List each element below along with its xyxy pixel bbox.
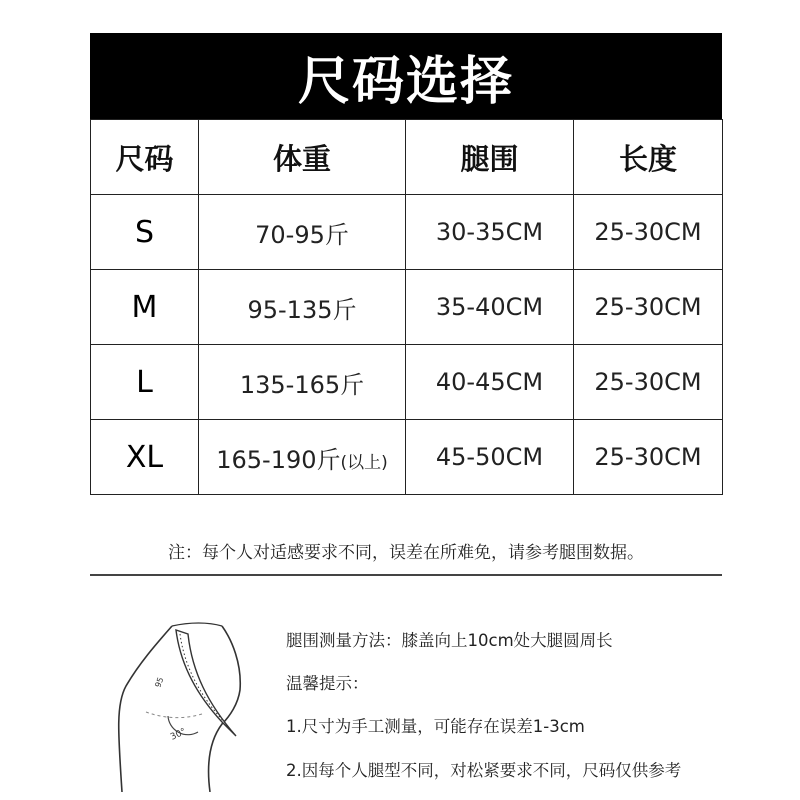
table-row [91, 420, 723, 495]
size-cell: XL [91, 420, 199, 495]
weight-cell [199, 420, 406, 495]
table-row [91, 345, 723, 420]
thigh-cell: 35-40CM [406, 270, 574, 345]
divider [90, 574, 722, 576]
weight-value: 70-95斤 [255, 220, 349, 249]
tip-2: 2.因每个人腿型不同，对松紧要求不同，尺码仅供参考 [286, 761, 682, 780]
tape-label: 95 [153, 676, 166, 689]
size-cell: S [91, 195, 199, 270]
table-row [91, 195, 723, 270]
note-text: 注：每个人对适感要求不同，误差在所难免，请参考腿围数据。 [168, 543, 644, 563]
length-cell: 25-30CM [574, 195, 723, 270]
title-banner [90, 33, 722, 119]
weight-cell [199, 345, 406, 420]
length-cell: 25-30CM [574, 270, 723, 345]
weight-value: 95-135斤 [247, 295, 357, 324]
weight-suffix: (以上) [340, 452, 388, 473]
length-cell: 25-30CM [574, 420, 723, 495]
page-title: 尺码选择 [297, 51, 514, 112]
measuring-tape-icon [176, 630, 236, 736]
header-size: 尺码 [91, 120, 199, 195]
table-header-row [91, 120, 723, 195]
thigh-cell: 45-50CM [406, 420, 574, 495]
tips-title: 温馨提示： [286, 674, 369, 693]
size-cell: L [91, 345, 199, 420]
angle-label: 30° [169, 726, 188, 743]
header-weight: 体重 [199, 120, 406, 195]
weight-value: 135-165斤 [239, 370, 365, 399]
tip-1: 1.尺寸为手工测量，可能存在误差1-3cm [286, 717, 585, 736]
weight-cell [199, 270, 406, 345]
header-length: 长度 [574, 120, 723, 195]
measure-method: 腿围测量方法：膝盖向上10cm处大腿圆周长 [286, 631, 613, 650]
size-cell: M [91, 270, 199, 345]
table-row [91, 270, 723, 345]
knee-measure-illustration [110, 612, 270, 792]
size-chart-table [90, 119, 723, 495]
header-thigh: 腿围 [406, 120, 574, 195]
weight-value: 165-190斤 [216, 445, 341, 474]
thigh-cell: 30-35CM [406, 195, 574, 270]
length-cell: 25-30CM [574, 345, 723, 420]
weight-cell [199, 195, 406, 270]
thigh-cell: 40-45CM [406, 345, 574, 420]
